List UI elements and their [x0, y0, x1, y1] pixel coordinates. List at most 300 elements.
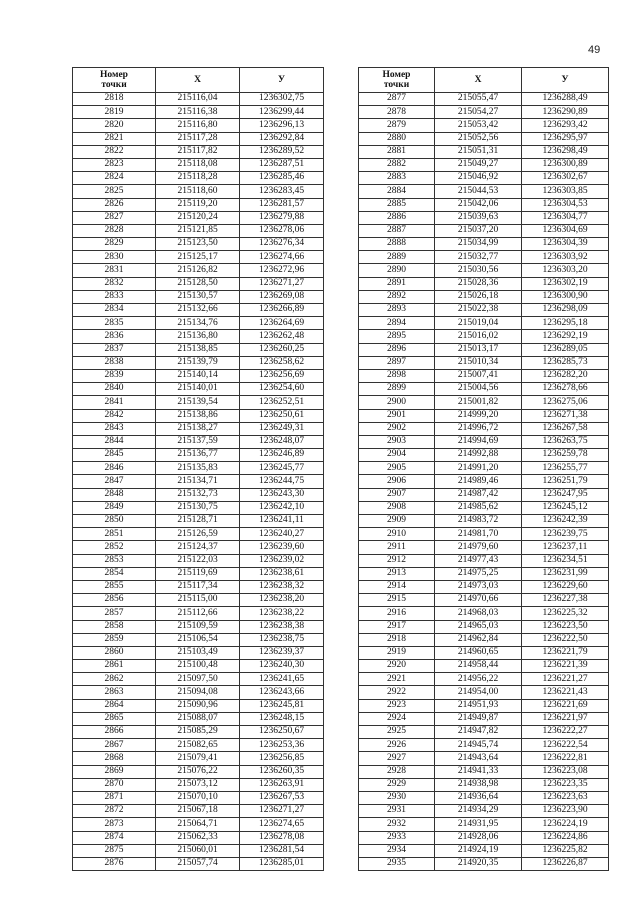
y-coordinate-cell: 1236221,97 — [522, 712, 609, 725]
x-coordinate-cell: 215139,54 — [156, 396, 240, 409]
table-row — [359, 475, 609, 488]
point-number-cell: 2915 — [359, 594, 435, 607]
table-row — [359, 501, 609, 514]
table-row — [359, 290, 609, 303]
x-coordinate-cell: 215088,07 — [156, 712, 240, 725]
point-number-cell: 2872 — [73, 805, 156, 818]
table-row — [359, 119, 609, 132]
x-coordinate-cell: 214951,93 — [435, 699, 522, 712]
x-coordinate-cell: 215116,80 — [156, 119, 240, 132]
header-point-line2: точки — [101, 80, 127, 90]
point-number-cell: 2857 — [73, 607, 156, 620]
point-number-cell: 2833 — [73, 290, 156, 303]
header-point-line2: точки — [383, 80, 410, 90]
x-coordinate-cell: 215028,36 — [435, 277, 522, 290]
x-coordinate-cell: 215013,17 — [435, 343, 522, 356]
point-number-cell: 2853 — [73, 554, 156, 567]
y-coordinate-cell: 1236292,84 — [240, 132, 324, 145]
point-number-cell: 2923 — [359, 699, 435, 712]
table-row — [359, 396, 609, 409]
y-coordinate-cell: 1236303,20 — [522, 264, 609, 277]
table-row — [359, 633, 609, 646]
x-coordinate-cell: 214999,20 — [435, 409, 522, 422]
point-number-cell: 2835 — [73, 317, 156, 330]
point-number-cell: 2850 — [73, 515, 156, 528]
point-number-cell: 2930 — [359, 791, 435, 804]
x-coordinate-cell: 215057,74 — [156, 857, 240, 870]
header-point-line1: Номер — [100, 70, 128, 80]
table-row — [73, 528, 324, 541]
x-coordinate-cell: 215037,20 — [435, 224, 522, 237]
x-coordinate-cell: 214987,42 — [435, 488, 522, 501]
point-number-cell: 2819 — [73, 106, 156, 119]
x-coordinate-cell: 214934,29 — [435, 805, 522, 818]
y-coordinate-cell: 1236259,78 — [522, 449, 609, 462]
x-coordinate-cell: 214968,03 — [435, 607, 522, 620]
y-coordinate-cell: 1236288,49 — [522, 93, 609, 106]
point-number-cell: 2821 — [73, 132, 156, 145]
table-row — [73, 646, 324, 659]
table-row — [73, 383, 324, 396]
point-number-cell: 2907 — [359, 488, 435, 501]
point-number-cell: 2926 — [359, 739, 435, 752]
x-coordinate-cell: 214979,60 — [435, 541, 522, 554]
point-number-cell: 2839 — [73, 369, 156, 382]
point-number-cell: 2834 — [73, 304, 156, 317]
x-coordinate-cell: 215128,50 — [156, 277, 240, 290]
table-row — [73, 158, 324, 171]
x-coordinate-cell: 215070,10 — [156, 791, 240, 804]
y-coordinate-cell: 1236260,25 — [240, 343, 324, 356]
y-coordinate-cell: 1236223,50 — [522, 620, 609, 633]
y-coordinate-cell: 1236272,96 — [240, 264, 324, 277]
x-coordinate-cell: 215118,08 — [156, 158, 240, 171]
y-coordinate-cell: 1236279,88 — [240, 211, 324, 224]
x-coordinate-cell: 215126,82 — [156, 264, 240, 277]
point-number-cell: 2901 — [359, 409, 435, 422]
table-row — [73, 778, 324, 791]
y-coordinate-cell: 1236221,27 — [522, 673, 609, 686]
x-coordinate-cell: 215124,37 — [156, 541, 240, 554]
table-row — [359, 660, 609, 673]
table-row — [359, 646, 609, 659]
point-number-cell: 2935 — [359, 857, 435, 870]
point-number-cell: 2863 — [73, 686, 156, 699]
x-coordinate-cell: 214943,64 — [435, 752, 522, 765]
table-row — [359, 449, 609, 462]
point-number-cell: 2849 — [73, 501, 156, 514]
table-row — [73, 831, 324, 844]
x-coordinate-cell: 214981,70 — [435, 528, 522, 541]
table-row — [359, 712, 609, 725]
y-coordinate-cell: 1236269,08 — [240, 290, 324, 303]
point-number-cell: 2885 — [359, 198, 435, 211]
table-row — [73, 633, 324, 646]
y-coordinate-cell: 1236226,87 — [522, 857, 609, 870]
y-coordinate-cell: 1236271,27 — [240, 805, 324, 818]
y-coordinate-cell: 1236238,61 — [240, 567, 324, 580]
y-coordinate-cell: 1236267,53 — [240, 791, 324, 804]
y-coordinate-cell: 1236304,53 — [522, 198, 609, 211]
y-coordinate-cell: 1236278,66 — [522, 383, 609, 396]
y-coordinate-cell: 1236292,19 — [522, 330, 609, 343]
point-number-cell: 2921 — [359, 673, 435, 686]
table-row — [359, 686, 609, 699]
table-row — [359, 409, 609, 422]
x-coordinate-cell: 214941,33 — [435, 765, 522, 778]
point-number-cell: 2841 — [73, 396, 156, 409]
x-coordinate-cell: 215010,34 — [435, 356, 522, 369]
y-coordinate-cell: 1236263,91 — [240, 778, 324, 791]
x-coordinate-cell: 215064,71 — [156, 818, 240, 831]
y-coordinate-cell: 1236224,86 — [522, 831, 609, 844]
x-coordinate-cell: 215136,77 — [156, 449, 240, 462]
table-row — [73, 554, 324, 567]
x-coordinate-cell: 214992,88 — [435, 449, 522, 462]
point-number-cell: 2881 — [359, 145, 435, 158]
table-row — [359, 620, 609, 633]
point-number-cell: 2845 — [73, 449, 156, 462]
y-coordinate-cell: 1236239,37 — [240, 646, 324, 659]
x-coordinate-cell: 215001,82 — [435, 396, 522, 409]
y-coordinate-cell: 1236304,69 — [522, 224, 609, 237]
y-coordinate-cell: 1236245,77 — [240, 462, 324, 475]
table-row — [73, 132, 324, 145]
x-coordinate-cell: 215022,38 — [435, 304, 522, 317]
point-number-cell: 2852 — [73, 541, 156, 554]
header-x: X — [156, 68, 240, 93]
point-number-cell: 2844 — [73, 435, 156, 448]
point-number-cell: 2847 — [73, 475, 156, 488]
x-coordinate-cell: 215130,75 — [156, 501, 240, 514]
y-coordinate-cell: 1236222,81 — [522, 752, 609, 765]
point-number-cell: 2904 — [359, 449, 435, 462]
table-row — [359, 264, 609, 277]
x-coordinate-cell: 215123,50 — [156, 238, 240, 251]
table-row — [359, 462, 609, 475]
point-number-cell: 2869 — [73, 765, 156, 778]
x-coordinate-cell: 215125,17 — [156, 251, 240, 264]
x-coordinate-cell: 215103,49 — [156, 646, 240, 659]
x-coordinate-cell: 215051,31 — [435, 145, 522, 158]
table-row — [73, 251, 324, 264]
table-row — [73, 264, 324, 277]
y-coordinate-cell: 1236225,32 — [522, 607, 609, 620]
y-coordinate-cell: 1236256,69 — [240, 369, 324, 382]
x-coordinate-cell: 215004,56 — [435, 383, 522, 396]
x-coordinate-cell: 215115,00 — [156, 594, 240, 607]
y-coordinate-cell: 1236285,01 — [240, 857, 324, 870]
x-coordinate-cell: 214962,84 — [435, 633, 522, 646]
point-number-cell: 2818 — [73, 93, 156, 106]
y-coordinate-cell: 1236290,89 — [522, 106, 609, 119]
table-row — [359, 580, 609, 593]
table-row — [359, 752, 609, 765]
table-row — [73, 699, 324, 712]
point-number-cell: 2883 — [359, 172, 435, 185]
table-row — [359, 726, 609, 739]
point-number-cell: 2838 — [73, 356, 156, 369]
y-coordinate-cell: 1236266,89 — [240, 304, 324, 317]
point-number-cell: 2858 — [73, 620, 156, 633]
table-row — [359, 699, 609, 712]
y-coordinate-cell: 1236221,39 — [522, 660, 609, 673]
x-coordinate-cell: 215136,80 — [156, 330, 240, 343]
x-coordinate-cell: 215097,50 — [156, 673, 240, 686]
table-row — [73, 93, 324, 106]
x-coordinate-cell: 215134,71 — [156, 475, 240, 488]
point-number-cell: 2829 — [73, 238, 156, 251]
y-coordinate-cell: 1236238,75 — [240, 633, 324, 646]
point-number-cell: 2898 — [359, 369, 435, 382]
point-number-cell: 2890 — [359, 264, 435, 277]
x-coordinate-cell: 215030,56 — [435, 264, 522, 277]
x-coordinate-cell: 215053,42 — [435, 119, 522, 132]
y-coordinate-cell: 1236253,36 — [240, 739, 324, 752]
y-coordinate-cell: 1236281,57 — [240, 198, 324, 211]
x-coordinate-cell: 214977,43 — [435, 554, 522, 567]
table-row — [73, 462, 324, 475]
y-coordinate-cell: 1236222,50 — [522, 633, 609, 646]
y-coordinate-cell: 1236281,54 — [240, 844, 324, 857]
point-number-cell: 2903 — [359, 435, 435, 448]
point-number-cell: 2897 — [359, 356, 435, 369]
x-coordinate-cell: 214965,03 — [435, 620, 522, 633]
x-coordinate-cell: 214973,03 — [435, 580, 522, 593]
table-row — [359, 541, 609, 554]
y-coordinate-cell: 1236246,89 — [240, 449, 324, 462]
point-number-cell: 2891 — [359, 277, 435, 290]
point-number-cell: 2889 — [359, 251, 435, 264]
x-coordinate-cell: 215128,71 — [156, 515, 240, 528]
point-number-cell: 2823 — [73, 158, 156, 171]
point-number-cell: 2917 — [359, 620, 435, 633]
y-coordinate-cell: 1236238,38 — [240, 620, 324, 633]
y-coordinate-cell: 1236299,44 — [240, 106, 324, 119]
table-row — [359, 211, 609, 224]
x-coordinate-cell: 215007,41 — [435, 369, 522, 382]
point-number-cell: 2886 — [359, 211, 435, 224]
x-coordinate-cell: 215119,69 — [156, 567, 240, 580]
point-number-cell: 2851 — [73, 528, 156, 541]
point-number-cell: 2925 — [359, 726, 435, 739]
table-row — [73, 277, 324, 290]
x-coordinate-cell: 214928,06 — [435, 831, 522, 844]
table-row — [359, 422, 609, 435]
point-number-cell: 2877 — [359, 93, 435, 106]
y-coordinate-cell: 1236302,75 — [240, 93, 324, 106]
y-coordinate-cell: 1236249,31 — [240, 422, 324, 435]
y-coordinate-cell: 1236242,39 — [522, 515, 609, 528]
table-row — [359, 369, 609, 382]
y-coordinate-cell: 1236276,34 — [240, 238, 324, 251]
point-number-cell: 2832 — [73, 277, 156, 290]
point-number-cell: 2924 — [359, 712, 435, 725]
table-row — [73, 119, 324, 132]
table-row — [73, 304, 324, 317]
point-number-cell: 2916 — [359, 607, 435, 620]
x-coordinate-cell: 215137,59 — [156, 435, 240, 448]
x-coordinate-cell: 214949,87 — [435, 712, 522, 725]
point-number-cell: 2931 — [359, 805, 435, 818]
y-coordinate-cell: 1236260,35 — [240, 765, 324, 778]
point-number-cell: 2836 — [73, 330, 156, 343]
x-coordinate-cell: 214947,82 — [435, 726, 522, 739]
y-coordinate-cell: 1236298,49 — [522, 145, 609, 158]
point-number-cell: 2846 — [73, 462, 156, 475]
y-coordinate-cell: 1236300,90 — [522, 290, 609, 303]
table-row — [73, 712, 324, 725]
y-coordinate-cell: 1236238,32 — [240, 580, 324, 593]
x-coordinate-cell: 215076,22 — [156, 765, 240, 778]
table-row — [73, 106, 324, 119]
point-number-cell: 2867 — [73, 739, 156, 752]
y-coordinate-cell: 1236287,51 — [240, 158, 324, 171]
table-row — [73, 567, 324, 580]
x-coordinate-cell: 215112,66 — [156, 607, 240, 620]
table-row — [359, 317, 609, 330]
x-coordinate-cell: 214931,95 — [435, 818, 522, 831]
point-number-cell: 2824 — [73, 172, 156, 185]
point-number-cell: 2874 — [73, 831, 156, 844]
y-coordinate-cell: 1236245,81 — [240, 699, 324, 712]
table-row — [359, 857, 609, 870]
point-number-cell: 2899 — [359, 383, 435, 396]
table-row — [73, 501, 324, 514]
x-coordinate-cell: 215019,04 — [435, 317, 522, 330]
table-row — [359, 435, 609, 448]
x-coordinate-cell: 214994,69 — [435, 435, 522, 448]
x-coordinate-cell: 215132,66 — [156, 304, 240, 317]
point-number-cell: 2840 — [73, 383, 156, 396]
table-row — [73, 620, 324, 633]
table-row — [73, 198, 324, 211]
y-coordinate-cell: 1236238,20 — [240, 594, 324, 607]
x-coordinate-cell: 215067,18 — [156, 805, 240, 818]
point-number-cell: 2887 — [359, 224, 435, 237]
y-coordinate-cell: 1236296,13 — [240, 119, 324, 132]
table-row — [73, 224, 324, 237]
y-coordinate-cell: 1236278,06 — [240, 224, 324, 237]
x-coordinate-cell: 215055,47 — [435, 93, 522, 106]
y-coordinate-cell: 1236302,19 — [522, 277, 609, 290]
y-coordinate-cell: 1236221,79 — [522, 646, 609, 659]
table-row — [73, 185, 324, 198]
x-coordinate-cell: 215118,28 — [156, 172, 240, 185]
header-point-line1: Номер — [382, 70, 411, 80]
x-coordinate-cell: 215073,12 — [156, 778, 240, 791]
x-coordinate-cell: 215042,06 — [435, 198, 522, 211]
point-number-cell: 2918 — [359, 633, 435, 646]
y-coordinate-cell: 1236262,48 — [240, 330, 324, 343]
table-row — [359, 844, 609, 857]
point-number-cell: 2855 — [73, 580, 156, 593]
table-row — [359, 158, 609, 171]
table-row — [359, 818, 609, 831]
y-coordinate-cell: 1236245,12 — [522, 501, 609, 514]
point-number-cell: 2884 — [359, 185, 435, 198]
x-coordinate-cell: 215044,53 — [435, 185, 522, 198]
y-coordinate-cell: 1236223,63 — [522, 791, 609, 804]
point-number-cell: 2919 — [359, 646, 435, 659]
point-number-cell: 2912 — [359, 554, 435, 567]
table-row — [73, 594, 324, 607]
table-row — [73, 172, 324, 185]
y-coordinate-cell: 1236303,85 — [522, 185, 609, 198]
y-coordinate-cell: 1236278,08 — [240, 831, 324, 844]
table-row — [359, 673, 609, 686]
point-number-cell: 2820 — [73, 119, 156, 132]
table-row — [359, 145, 609, 158]
point-number-cell: 2868 — [73, 752, 156, 765]
point-number-cell: 2902 — [359, 422, 435, 435]
x-coordinate-cell: 215117,28 — [156, 132, 240, 145]
y-coordinate-cell: 1236264,69 — [240, 317, 324, 330]
table-row — [73, 673, 324, 686]
table-row — [359, 198, 609, 211]
point-number-cell: 2914 — [359, 580, 435, 593]
table-row — [73, 396, 324, 409]
y-coordinate-cell: 1236302,67 — [522, 172, 609, 185]
y-coordinate-cell: 1236224,19 — [522, 818, 609, 831]
table-row — [73, 488, 324, 501]
y-coordinate-cell: 1236258,62 — [240, 356, 324, 369]
point-number-cell: 2864 — [73, 699, 156, 712]
point-number-cell: 2906 — [359, 475, 435, 488]
point-number-cell: 2934 — [359, 844, 435, 857]
table-row — [73, 686, 324, 699]
y-coordinate-cell: 1236263,75 — [522, 435, 609, 448]
point-number-cell: 2837 — [73, 343, 156, 356]
x-coordinate-cell: 215117,34 — [156, 580, 240, 593]
table-row — [73, 791, 324, 804]
point-number-cell: 2920 — [359, 660, 435, 673]
y-coordinate-cell: 1236229,60 — [522, 580, 609, 593]
table-row — [359, 739, 609, 752]
point-number-cell: 2908 — [359, 501, 435, 514]
x-coordinate-cell: 215109,59 — [156, 620, 240, 633]
point-number-cell: 2831 — [73, 264, 156, 277]
table-row — [73, 805, 324, 818]
table-header-row — [359, 68, 609, 93]
x-coordinate-cell: 214956,22 — [435, 673, 522, 686]
table-row — [359, 277, 609, 290]
table-row — [359, 132, 609, 145]
point-number-cell: 2882 — [359, 158, 435, 171]
y-coordinate-cell: 1236231,99 — [522, 567, 609, 580]
x-coordinate-cell: 215106,54 — [156, 633, 240, 646]
y-coordinate-cell: 1236240,30 — [240, 660, 324, 673]
y-coordinate-cell: 1236295,97 — [522, 132, 609, 145]
table-row — [359, 304, 609, 317]
x-coordinate-cell: 215100,48 — [156, 660, 240, 673]
header-x: X — [435, 68, 522, 93]
y-coordinate-cell: 1236285,46 — [240, 172, 324, 185]
y-coordinate-cell: 1236223,90 — [522, 805, 609, 818]
table-row — [73, 409, 324, 422]
y-coordinate-cell: 1236242,10 — [240, 501, 324, 514]
point-number-cell: 2859 — [73, 633, 156, 646]
y-coordinate-cell: 1236275,06 — [522, 396, 609, 409]
x-coordinate-cell: 215116,38 — [156, 106, 240, 119]
table-row — [73, 475, 324, 488]
y-coordinate-cell: 1236223,08 — [522, 765, 609, 778]
point-number-cell: 2862 — [73, 673, 156, 686]
x-coordinate-cell: 215120,24 — [156, 211, 240, 224]
point-number-cell: 2910 — [359, 528, 435, 541]
table-row — [73, 752, 324, 765]
y-coordinate-cell: 1236221,43 — [522, 686, 609, 699]
